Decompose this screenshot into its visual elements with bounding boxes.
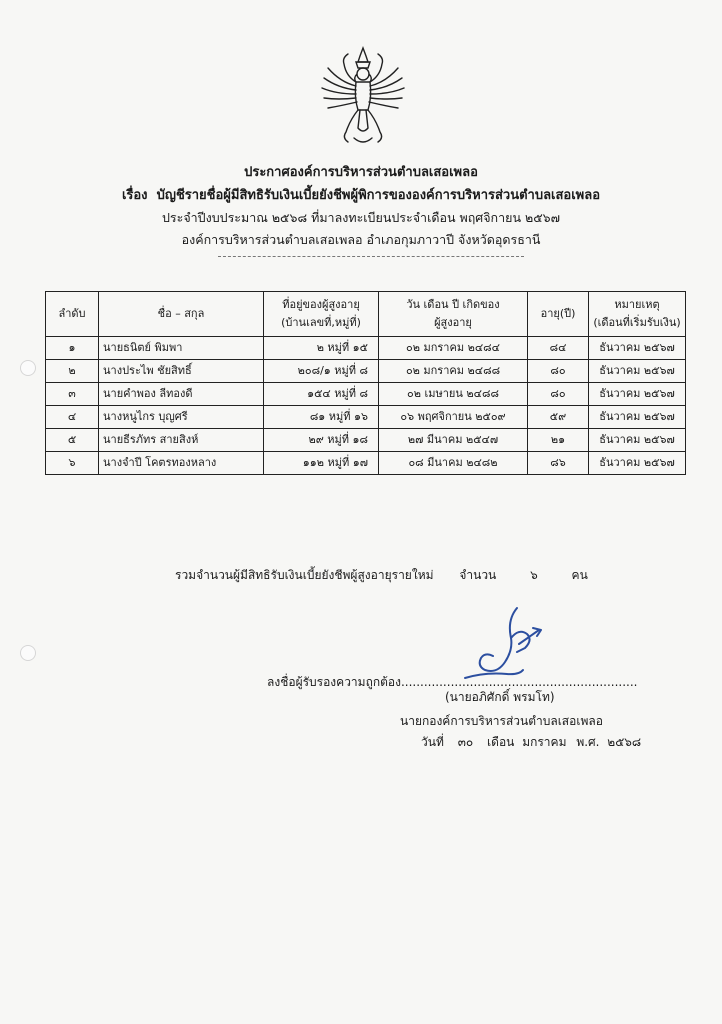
signer-position: นายกองค์การบริหารส่วนตำบลเสอเพลอ (400, 714, 603, 728)
date-day-label: วันที่ (421, 735, 444, 749)
organization-line: องค์การบริหารส่วนตำบลเสอเพลอ อำเภอกุมภาวาปี จังหวัดอุดรธานี (181, 232, 541, 247)
punch-hole (20, 360, 36, 376)
document-subject (0, 184, 722, 205)
cell-no: ๖ (46, 452, 99, 475)
cell-dob: ๐๒ มกราคม ๒๔๘๔ (379, 337, 528, 360)
cell-dob: ๐๒ เมษายน ๒๔๘๘ (379, 383, 528, 406)
cell-no: ๔ (46, 406, 99, 429)
garuda-emblem-icon (318, 42, 408, 150)
cell-age: ๘๐ (528, 360, 589, 383)
cell-age: ๒๑ (528, 429, 589, 452)
cell-name: นางจำปี โคตรทองหลาง (99, 452, 264, 475)
cell-dob: ๐๘ มีนาคม ๒๔๘๒ (379, 452, 528, 475)
cell-dob: ๐๒ มกราคม ๒๔๘๘ (379, 360, 528, 383)
table-row (46, 360, 686, 383)
header-age: อายุ(ปี) (528, 292, 589, 337)
cell-address: ๑๑๒ หมู่ที่ ๑๗ (264, 452, 379, 475)
cell-note: ธันวาคม ๒๕๖๗ (589, 429, 686, 452)
divider (218, 256, 524, 257)
cell-note: ธันวาคม ๒๕๖๗ (589, 452, 686, 475)
signature-date (421, 733, 641, 752)
date-month-label: เดือน (487, 735, 515, 749)
cell-note: ธันวาคม ๒๕๖๗ (589, 383, 686, 406)
cell-age: ๘๐ (528, 383, 589, 406)
table-row (46, 429, 686, 452)
summary-line (175, 566, 588, 585)
cell-address: ๒๙ หมู่ที่ ๑๘ (264, 429, 379, 452)
cell-note: ธันวาคม ๒๕๖๗ (589, 337, 686, 360)
summary-count: ๖ (530, 568, 538, 582)
summary-count-label: จำนวน (459, 568, 497, 582)
fiscal-year-line: ประจำปีงบประมาณ ๒๕๖๘ ที่มาลงทะเบียนประจำเดือน พฤศจิกายน ๒๕๖๗ (161, 210, 561, 225)
table-row (46, 406, 686, 429)
punch-hole (20, 645, 36, 661)
document-title: ประกาศองค์การบริหารส่วนตำบลเสอเพลอ (244, 165, 478, 180)
cell-age: ๕๙ (528, 406, 589, 429)
date-month: มกราคม (522, 735, 567, 749)
cell-address: ๑๕๔ หมู่ที่ ๘ (264, 383, 379, 406)
header-name: ชื่อ – สกุล (99, 292, 264, 337)
table-header-row (46, 292, 686, 337)
cell-age: ๘๖ (528, 452, 589, 475)
cell-no: ๓ (46, 383, 99, 406)
summary-unit: คน (571, 568, 588, 582)
subject-text: บัญชีรายชื่อผู้มีสิทธิรับเงินเบี้ยยังชีพผู้พิการขององค์การบริหารส่วนตำบลเสอเพลอ (156, 188, 601, 203)
cell-name: นางหนูไกร บุญศรี (99, 406, 264, 429)
date-year-label: พ.ศ. (576, 735, 600, 749)
cell-name: นายธีรภัทร สายสิงห์ (99, 429, 264, 452)
cell-name: นายธนิตย์ พิมพา (99, 337, 264, 360)
cell-note: ธันวาคม ๒๕๖๗ (589, 360, 686, 383)
certifier-sign-line: ลงชื่อผู้รับรองความถูกต้อง.............................................................. (267, 675, 638, 689)
cell-note: ธันวาคม ๒๕๖๗ (589, 406, 686, 429)
date-day: ๓๐ (457, 735, 474, 749)
header-note: หมายเหตุ (เดือนที่เริ่มรับเงิน) (589, 292, 686, 337)
cell-address: ๒ หมู่ที่ ๑๕ (264, 337, 379, 360)
cell-age: ๘๔ (528, 337, 589, 360)
cell-no: ๕ (46, 429, 99, 452)
cell-no: ๑ (46, 337, 99, 360)
cell-no: ๒ (46, 360, 99, 383)
header-no: ลำดับ (46, 292, 99, 337)
date-year: ๒๕๖๘ (607, 735, 642, 749)
table-row (46, 337, 686, 360)
cell-name: นางประไพ ชัยสิทธิ์ (99, 360, 264, 383)
cell-dob: ๐๖ พฤศจิกายน ๒๕๐๙ (379, 406, 528, 429)
beneficiary-table (45, 291, 686, 475)
signer-name: (นายอภิศักดิ์ พรมโท) (445, 690, 555, 704)
subject-label: เรื่อง (121, 188, 148, 203)
table-row (46, 383, 686, 406)
cell-name: นายคำพอง ลีทองดี (99, 383, 264, 406)
header-dob: วัน เดือน ปี เกิดของ ผู้สูงอายุ (379, 292, 528, 337)
table-row (46, 452, 686, 475)
header-address: ที่อยู่ของผู้สูงอายุ (บ้านเลขที่,หมู่ที่) (264, 292, 379, 337)
summary-text: รวมจำนวนผู้มีสิทธิรับเงินเบี้ยยังชีพผู้สูงอายุรายใหม่ (175, 568, 434, 582)
cell-address: ๒๐๘/๑ หมู่ที่ ๘ (264, 360, 379, 383)
cell-dob: ๒๗ มีนาคม ๒๕๔๗ (379, 429, 528, 452)
cell-address: ๘๑ หมู่ที่ ๑๖ (264, 406, 379, 429)
